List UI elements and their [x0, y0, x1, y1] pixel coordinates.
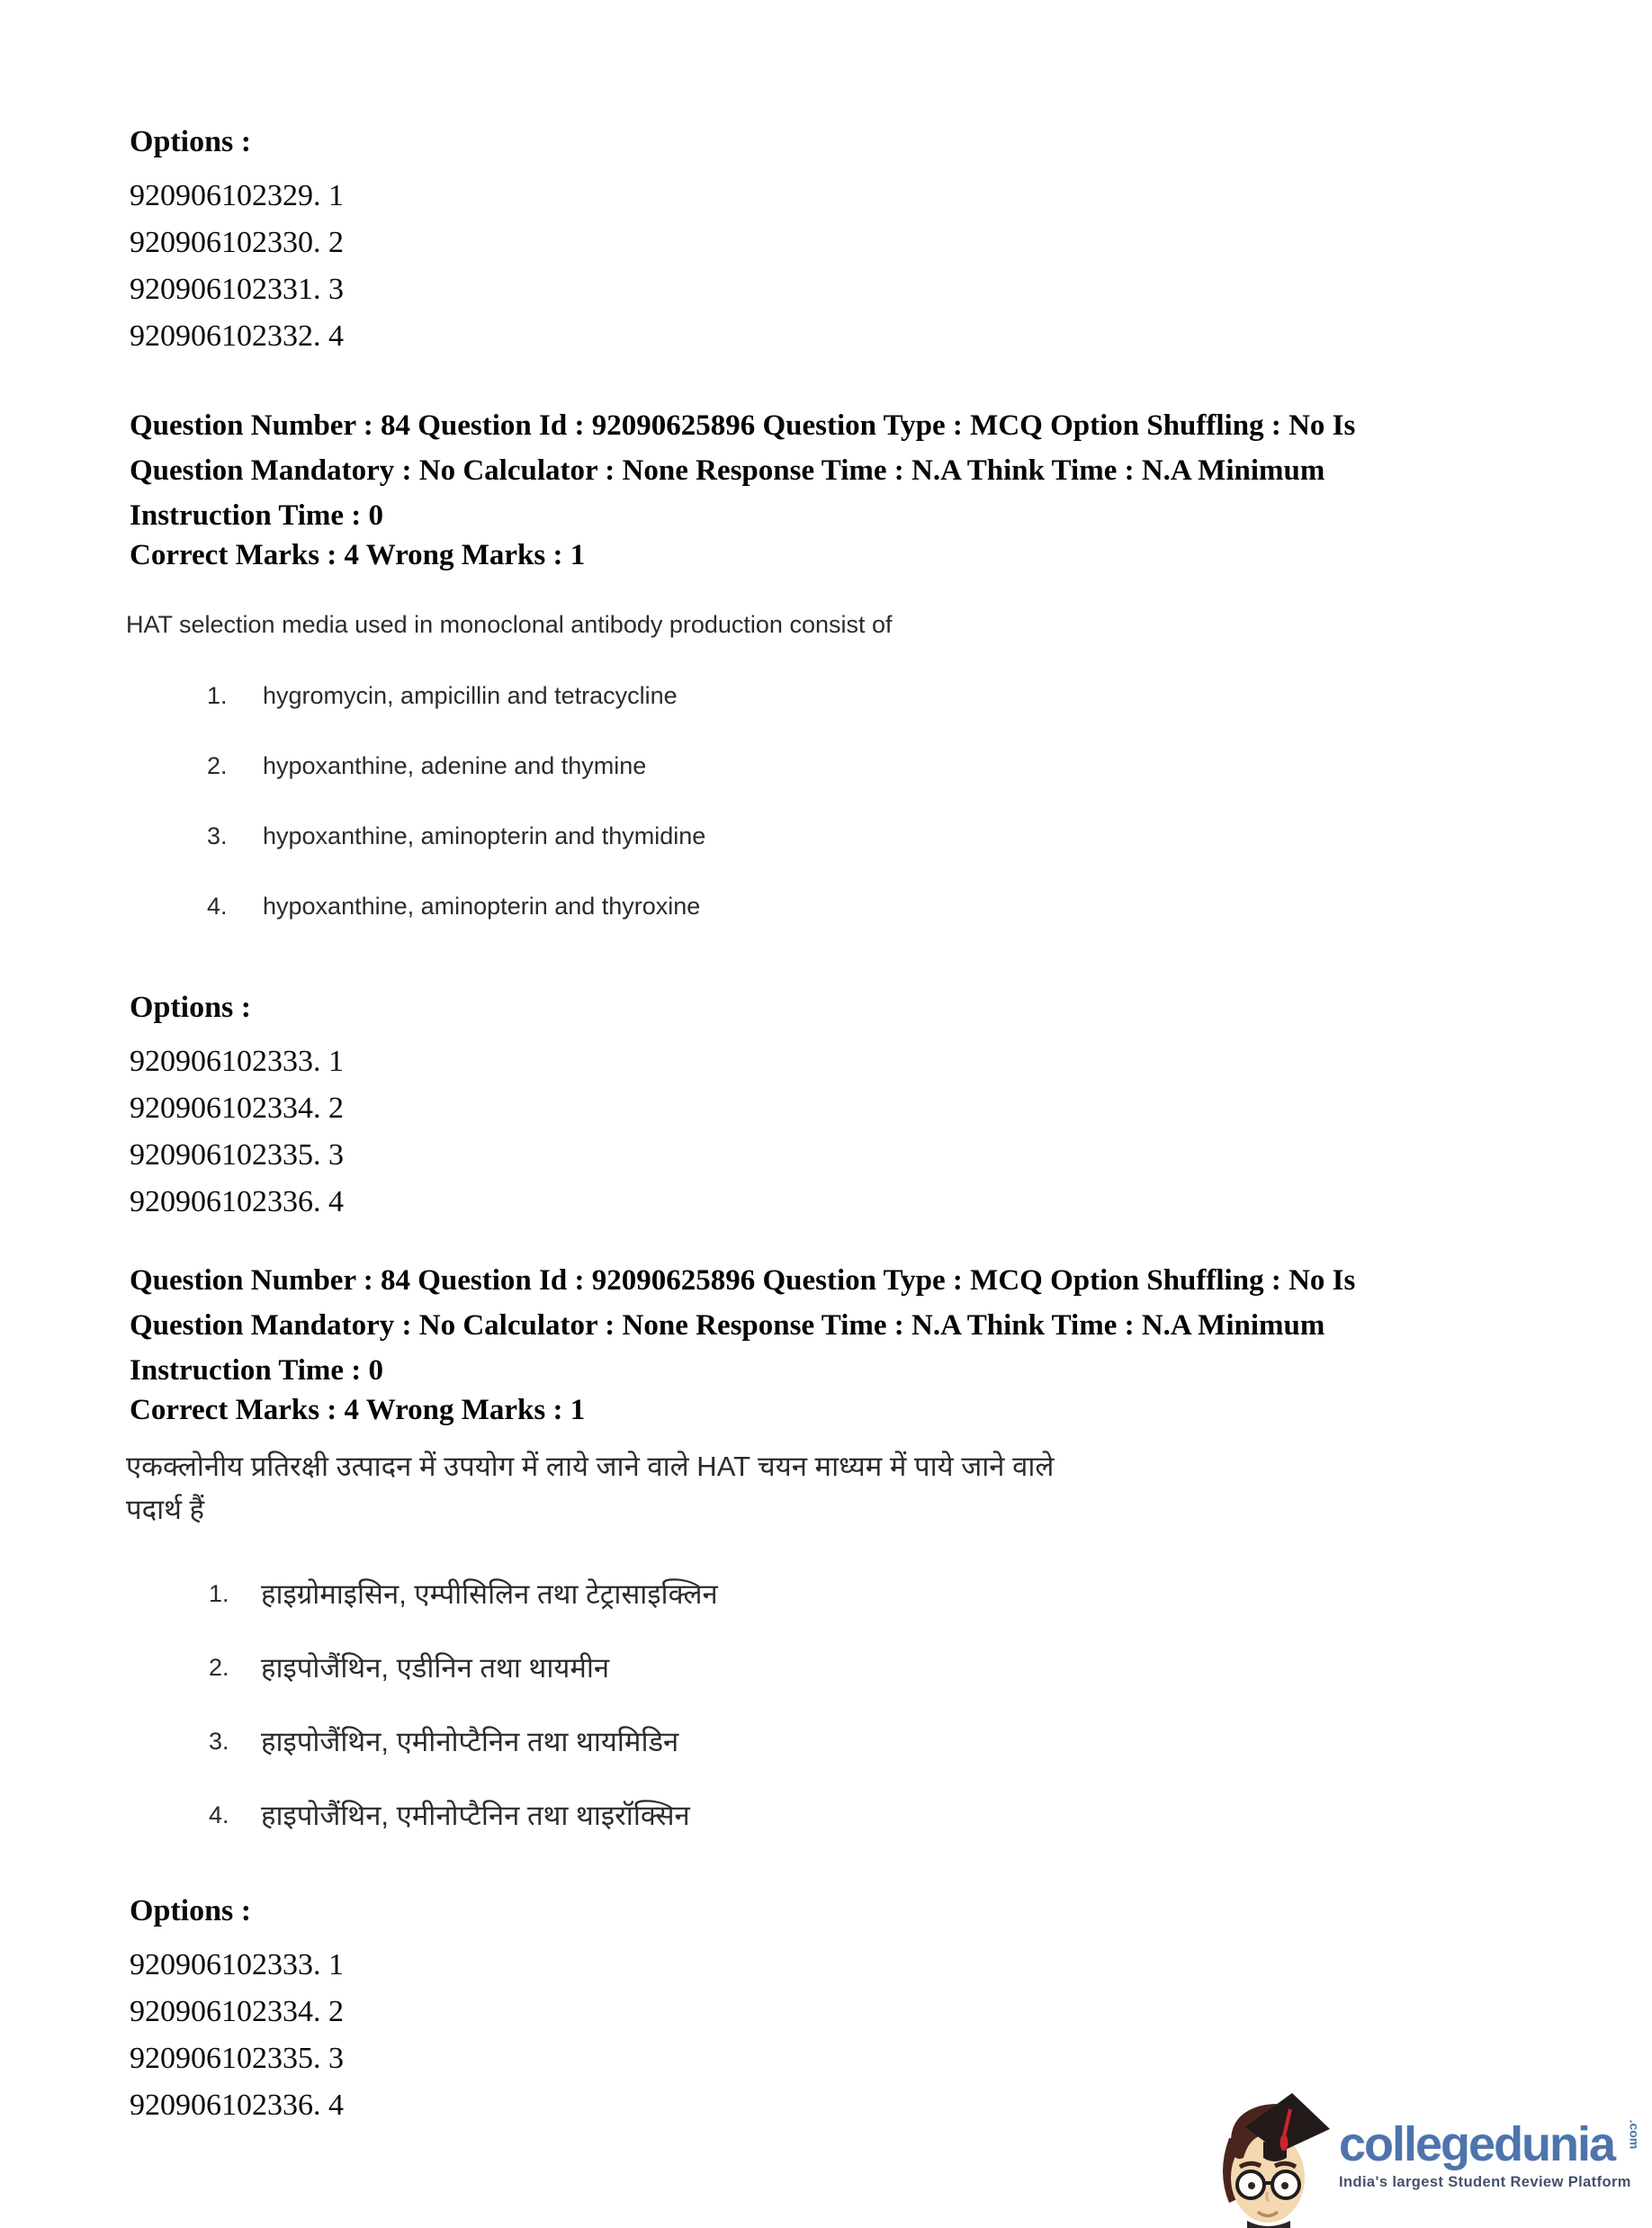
choice-text: hypoxanthine, aminopterin and thymidine: [263, 822, 706, 849]
option-id-line: 920906102333. 1: [130, 1045, 344, 1078]
options-block-2: [130, 984, 344, 1226]
marks-line-1: Correct Marks : 4 Wrong Marks : 1: [130, 539, 586, 571]
graduate-boy-icon: [1211, 2086, 1332, 2228]
choice-row-3: [122, 822, 1526, 855]
option-id-line: 920906102332. 4: [130, 319, 344, 353]
option-id-line: 920906102330. 2: [130, 226, 344, 259]
choice-number: 4.: [207, 893, 228, 920]
marks-line-2: Correct Marks : 4 Wrong Marks : 1: [130, 1394, 586, 1426]
choice-row-4: [122, 893, 1526, 925]
option-id-line: 920906102336. 4: [130, 1185, 344, 1218]
question-meta-header-1: [130, 403, 1533, 538]
choice-text: hypoxanthine, aminopterin and thyroxine: [263, 893, 701, 920]
choice-row-3: [122, 1722, 1526, 1762]
choice-text: hypoxanthine, adenine and thymine: [263, 752, 647, 779]
option-id-line: 920906102334. 2: [130, 1092, 344, 1125]
choice-number: 4.: [209, 1801, 229, 1828]
option-id-line: 920906102336. 4: [130, 2089, 344, 2115]
choice-text: हाइपोजैंथिन, एडीनिन तथा थायमीन: [261, 1652, 610, 1684]
choice-number: 2.: [209, 1654, 229, 1681]
choice-number: 2.: [207, 752, 228, 779]
options-label: Options :: [130, 125, 252, 158]
question-hindi: [122, 1445, 1526, 1870]
options-label: Options :: [130, 991, 252, 1024]
option-id-line: 920906102335. 3: [130, 1138, 344, 1172]
collegedunia-logo: [1211, 2086, 1652, 2228]
question-text-hi-line1: एकक्लोनीय प्रतिरक्षी उत्पादन में उपयोग में लाये जाने वाले HAT चयन माध्यम में पाये जाने वाले: [126, 1451, 1055, 1482]
meta-line-1: Question Number : 84 Question Id : 92090625896 Question Type : MCQ Option Shuffling : No Is: [130, 1264, 1356, 1297]
question-english: [122, 608, 1526, 963]
choice-row-2: [122, 752, 1526, 785]
question-text-en: HAT selection media used in monoclonal antibody production consist of: [126, 611, 893, 638]
question-text-hi-line2: पदार्थ हैं: [126, 1494, 204, 1525]
meta-line-3: Instruction Time : 0: [130, 1354, 384, 1387]
brand-tld: .com: [1627, 2119, 1642, 2150]
option-id-line: 920906102334. 2: [130, 1995, 344, 2028]
choice-number: 3.: [207, 822, 228, 849]
option-id-line: 920906102335. 3: [130, 2042, 344, 2075]
option-id-line: 920906102329. 1: [130, 179, 344, 212]
choice-number: 1.: [209, 1580, 229, 1607]
choice-number: 1.: [207, 682, 228, 709]
choice-row-1: [122, 1575, 1526, 1614]
meta-line-1: Question Number : 84 Question Id : 92090625896 Question Type : MCQ Option Shuffling : No Is: [130, 409, 1356, 442]
choice-row-1: [122, 682, 1526, 714]
question-meta-header-2: [130, 1258, 1533, 1393]
options-block-3: [130, 1888, 344, 2115]
choice-row-4: [122, 1796, 1526, 1836]
choice-number: 3.: [209, 1728, 229, 1755]
choice-row-2: [122, 1649, 1526, 1688]
choice-text: हाइपोजैंथिन, एमीनोप्टैनिन तथा थायमिडिन: [261, 1726, 679, 1757]
meta-line-3: Instruction Time : 0: [130, 499, 384, 532]
options-block-1: [130, 119, 344, 360]
meta-line-2: Question Mandatory : No Calculator : None Response Time : N.A Think Time : N.A Minimum: [130, 1309, 1325, 1342]
collegedunia-wordmark: collegedunia: [1339, 2117, 1615, 2171]
choice-text: hygromycin, ampicillin and tetracycline: [263, 682, 678, 709]
option-id-line: 920906102333. 1: [130, 1948, 344, 1981]
choice-text: हाइग्रोमाइसिन, एम्पीसिलिन तथा टेट्रासाइक्लिन: [261, 1578, 718, 1610]
meta-line-2: Question Mandatory : No Calculator : None Response Time : N.A Think Time : N.A Minimum: [130, 454, 1325, 487]
option-id-line: 920906102331. 3: [130, 273, 344, 306]
choice-text: हाइपोजैंथिन, एमीनोप्टैनिन तथा थाइरॉक्सिन: [261, 1800, 690, 1831]
brand-tagline: India's largest Student Review Platform: [1339, 2174, 1631, 2190]
options-label: Options :: [130, 1894, 252, 1927]
